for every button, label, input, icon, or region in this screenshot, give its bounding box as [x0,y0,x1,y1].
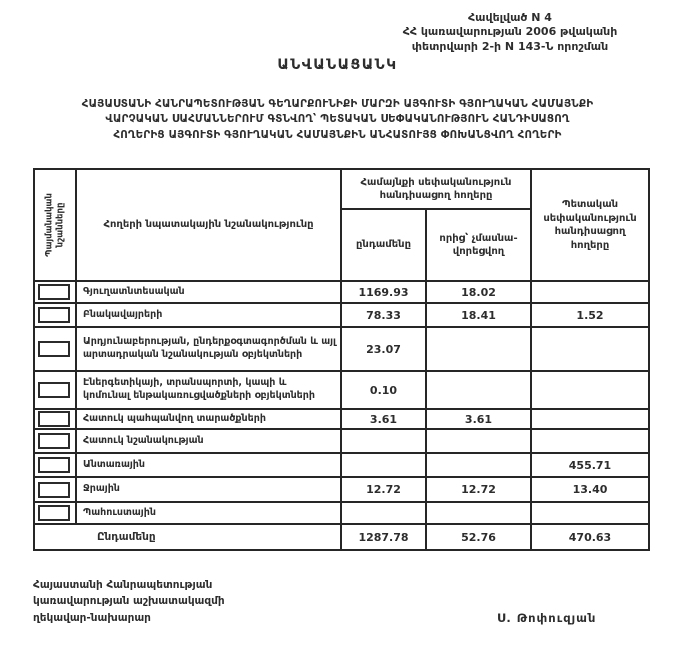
reference-line-3: փետրվարի 2-ի N 143-Ն որոշման [411,39,609,53]
value-total [341,429,426,453]
header-community-group: Համայնքի սեփականություն հանդիսացող հողերը [341,169,531,209]
land-name: Արդյունաբերության, ընդերքօգտագործման և այլ արտադրական նշանակության օբյեկտների [76,327,341,371]
value-nonprivatized: 18.41 [426,303,531,327]
value-state [531,502,649,524]
land-table-container [33,168,650,551]
header-land-purpose: Հողերի նպատակային նշանակությունը [76,169,341,281]
legend-symbol-box [38,284,70,300]
table-row [34,502,649,524]
land-name: Ջրային [76,477,341,502]
symbol-cell [34,281,76,303]
total-value-state: 470.63 [531,524,649,550]
value-total: 12.72 [341,477,426,502]
legend-symbol-box [38,341,70,357]
symbol-cell [34,429,76,453]
symbol-cell [34,303,76,327]
value-state [531,409,649,429]
total-row-label: Ընդամենը [34,524,341,550]
symbol-cell [34,327,76,371]
reference-line-2: ՀՀ կառավարության 2006 թվականի [402,25,618,39]
symbol-cell [34,371,76,409]
signatory-line-3: ղեկավար-նախարար [33,611,151,624]
value-nonprivatized [426,502,531,524]
legend-symbol-box [38,307,70,323]
subtitle-line-2: ՎԱՐՉԱԿԱՆ ՍԱՀՄԱՆՆԵՐՈՒՄ ԳՏՆՎՈՂ՝ ՊԵՏԱԿԱՆ ՍԵՓԱԿԱՆՈՒԹՅՈՒՆ ՀԱՆԴԻՍԱՑՈՂ [105,113,570,126]
land-name: Պահուստային [76,502,341,524]
value-state [531,327,649,371]
symbol-cell [34,477,76,502]
header-state-lands: Պետական սեփականություն հանդիսացող հողերը [531,169,649,281]
legend-symbol-box [38,505,70,521]
land-table [33,168,650,551]
value-state [531,429,649,453]
land-name: Հատուկ պահպանվող տարածքների [76,409,341,429]
table-row [34,371,649,409]
value-state: 455.71 [531,453,649,477]
signature-name: Ս. Թոփուզյան [497,611,597,625]
value-state [531,371,649,409]
value-nonprivatized [426,429,531,453]
value-state [531,281,649,303]
header-symbols [34,169,76,281]
table-row [34,453,649,477]
signatory-block [33,577,225,626]
subtitle-line-3: ՀՈՂԵՐԻՑ ԱՅԳՈՒՏԻ ԳՅՈՒՂԱԿԱՆ ՀԱՄԱՅՆՔԻՆ ԱՆՀԱՏՈՒՅՑ ՓՈԽԱՆՑՎՈՂ ՀՈՂԵՐԻ [113,128,562,141]
legend-symbol-box [38,457,70,473]
header-nonprivatized: որից՝ չմասնա-վորեցվող [426,209,531,281]
land-name: Էներգետիկայի, տրանսպորտի, կապի և կոմունալ ենթակառուցվածքների օբյեկտների [76,371,341,409]
value-state: 13.40 [531,477,649,502]
signatory-line-2: կառավարության աշխատակազմի [33,595,225,608]
legend-symbol-box [38,482,70,498]
value-nonprivatized [426,371,531,409]
value-nonprivatized: 18.02 [426,281,531,303]
total-value-total: 1287.78 [341,524,426,550]
document-subtitle [0,97,675,143]
reference-block [355,11,665,54]
header-symbols-label: Պայմանական նշանները [44,193,65,257]
total-value-nonprivatized: 52.76 [426,524,531,550]
value-total: 3.61 [341,409,426,429]
value-nonprivatized [426,327,531,371]
total-row [34,524,649,550]
table-row [34,429,649,453]
land-name: Անտառային [76,453,341,477]
symbol-cell [34,453,76,477]
table-row [34,281,649,303]
table-row [34,327,649,371]
page-title: ԱՆՎԱՆԱՑԱՆԿ [277,57,398,73]
signatory-line-1: Հայաստանի Հանրապետության [33,579,213,591]
legend-symbol-box [38,382,70,398]
value-total: 0.10 [341,371,426,409]
value-nonprivatized: 3.61 [426,409,531,429]
value-total: 1169.93 [341,281,426,303]
value-nonprivatized [426,453,531,477]
value-total: 78.33 [341,303,426,327]
legend-symbol-box [38,411,70,427]
value-total: 23.07 [341,327,426,371]
symbol-cell [34,502,76,524]
header-total: ընդամենը [341,209,426,281]
value-state: 1.52 [531,303,649,327]
value-total [341,453,426,477]
reference-line-1: Հավելված N 4 [468,11,552,24]
table-row [34,477,649,502]
value-total [341,502,426,524]
symbol-cell [34,409,76,429]
land-name: Հատուկ նշանակության [76,429,341,453]
land-name: Գյուղատնտեսական [76,281,341,303]
subtitle-line-1: ՀԱՅԱՍՏԱՆԻ ՀԱՆՐԱՊԵՏՈՒԹՅԱՆ ԳԵՂԱՐՔՈՒՆԻՔԻ ՄԱՐԶԻ ԱՅԳՈՒՏԻ ԳՅՈՒՂԱԿԱՆ ՀԱՄԱՅՆՔԻ [81,98,594,110]
table-row [34,409,649,429]
table-row [34,303,649,327]
land-name: Բնակավայրերի [76,303,341,327]
legend-symbol-box [38,433,70,449]
value-nonprivatized: 12.72 [426,477,531,502]
